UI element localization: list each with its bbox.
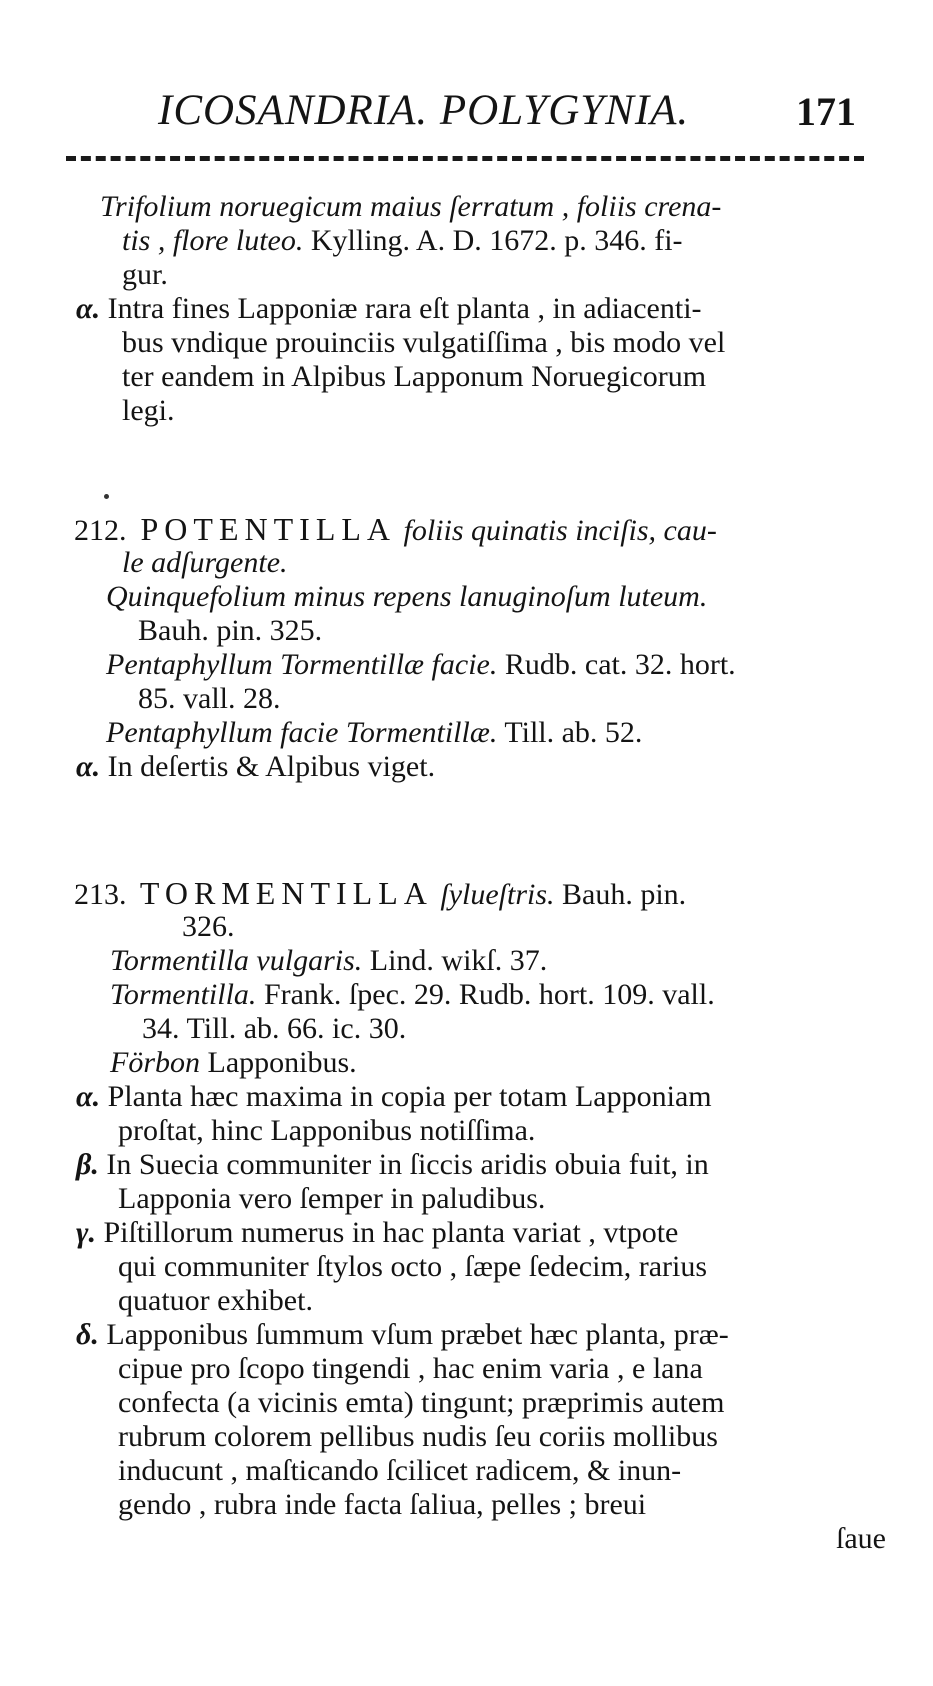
text-segment: Lapponia vero ſemper in paludibus. — [118, 1182, 546, 1215]
text-segment: Piſtillorum numerus in hac planta variat , vtpote — [95, 1216, 679, 1249]
text-segment: proſtat, hinc Lapponibus notiſſima. — [118, 1114, 536, 1147]
text-line — [122, 546, 288, 580]
text-segment: Trifolium noruegicum maius ſerratum , foliis crena- — [100, 190, 722, 223]
text-segment: qui communiter ſtylos octo , ſæpe ſedecim, rarius — [118, 1250, 708, 1283]
text-segment: Bauh. pin. 325. — [138, 614, 323, 647]
text-line — [182, 910, 235, 944]
text-segment: α. — [76, 1080, 101, 1113]
text-line — [118, 1182, 545, 1216]
text-line — [836, 1522, 886, 1556]
text-line — [76, 1148, 709, 1182]
text-line — [122, 360, 706, 394]
text-segment: ſaue — [836, 1522, 886, 1555]
text-segment: Rudb. cat. 32. hort. — [497, 648, 736, 681]
text-line — [122, 394, 175, 428]
text-segment: Intra fines Lapponiæ rara eſt planta , in adiacenti- — [100, 292, 702, 325]
text-segment: Planta hæc maxima in copia per totam Lapponiam — [100, 1080, 712, 1113]
text-segment: Tormentilla. — [110, 978, 257, 1011]
text-line — [138, 682, 281, 716]
text-segment: legi. — [122, 394, 175, 427]
text-line — [138, 614, 322, 648]
text-segment: foliis quinatis inciſis, cau- — [396, 514, 717, 547]
text-segment: 326. — [182, 910, 235, 943]
text-line — [76, 1216, 678, 1250]
text-segment: 213. — [74, 878, 127, 911]
text-segment: inducunt , maſticando ſcilicet radicem, & inun- — [118, 1454, 682, 1487]
text-segment: rubrum colorem pellibus nudis ſeu coriis mollibus — [118, 1420, 718, 1453]
text-segment: Pentaphyllum Tormentillæ facie. — [106, 648, 498, 681]
text-segment: Till. ab. 52. — [497, 716, 643, 749]
text-line — [100, 190, 721, 224]
text-segment: Förbon — [110, 1046, 200, 1079]
text-segment: bus vndique prouinciis vulgatiſſima , bis modo vel — [122, 326, 726, 359]
text-segment: tis , flore luteo. — [122, 224, 304, 257]
text-line — [76, 750, 435, 784]
text-line — [122, 326, 725, 360]
text-segment: α. — [76, 750, 101, 783]
text-segment: Lapponibus ſummum vſum præbet hæc planta, præ- — [98, 1318, 729, 1351]
header-rule — [66, 156, 864, 161]
text-line — [76, 1080, 712, 1114]
text-segment: 85. vall. 28. — [138, 682, 281, 715]
text-segment: δ. — [76, 1318, 99, 1351]
text-line — [110, 978, 715, 1012]
text-segment: β. — [76, 1148, 99, 1181]
text-segment: POTENTILLA — [126, 511, 397, 547]
text-line — [118, 1352, 703, 1386]
text-segment: TORMENTILLA — [126, 875, 433, 911]
text-segment: Lapponibus. — [200, 1046, 357, 1079]
running-head — [0, 86, 933, 142]
text-segment: ſylueſtris. — [432, 878, 555, 911]
text-line — [106, 580, 707, 614]
text-line — [118, 1250, 707, 1284]
text-segment: γ. — [76, 1216, 96, 1249]
text-segment: quatuor exhibet. — [118, 1284, 313, 1317]
text-line — [118, 1420, 718, 1454]
text-segment: gur. — [122, 258, 168, 291]
text-segment: gendo , rubra inde facta ſaliua, pelles ; breui — [118, 1488, 647, 1521]
running-title: ICOSANDRIA. POLYGYNIA. — [158, 87, 690, 134]
text-segment: cipue pro ſcopo tingendi , hac enim varia , e lana — [118, 1352, 703, 1385]
text-line — [110, 1046, 357, 1080]
text-segment: Lind. wikſ. 37. — [362, 944, 548, 977]
text-line — [118, 1386, 725, 1420]
text-segment: confecta (a vicinis emta) tingunt; præprimis autem — [118, 1386, 725, 1419]
text-line — [110, 944, 547, 978]
text-segment: 212. — [74, 514, 127, 547]
text-segment: In Suecia communiter in ſiccis aridis obuia fuit, in — [98, 1148, 709, 1181]
text-segment: Quinquefolium minus repens lanuginoſum luteum. — [106, 580, 708, 613]
text-line — [106, 716, 642, 750]
text-line — [118, 1284, 313, 1318]
text-line — [74, 512, 717, 548]
text-line — [142, 1012, 406, 1046]
text-segment: Frank. ſpec. 29. Rudb. hort. 109. vall. — [256, 978, 715, 1011]
text-line — [122, 258, 168, 292]
text-line — [106, 648, 736, 682]
text-segment: In deſertis & Alpibus viget. — [100, 750, 436, 783]
text-line — [118, 1454, 681, 1488]
text-segment: Bauh. pin. — [554, 878, 687, 911]
page-number: 171 — [796, 89, 856, 134]
text-segment: Tormentilla vulgaris. — [110, 944, 363, 977]
text-line — [118, 1114, 535, 1148]
text-line — [74, 876, 686, 912]
text-line — [118, 1488, 646, 1522]
text-segment: Pentaphyllum facie Tormentillæ. — [106, 716, 498, 749]
stray-mark — [104, 494, 109, 499]
text-segment: α. — [76, 292, 101, 325]
text-line — [122, 224, 683, 258]
text-segment: Kylling. A. D. 1672. p. 346. fi- — [303, 224, 683, 257]
text-line — [76, 292, 702, 326]
text-segment: le adſurgente. — [122, 546, 288, 579]
text-segment: ter eandem in Alpibus Lapponum Noruegicorum — [122, 360, 707, 393]
text-segment: 34. Till. ab. 66. ic. 30. — [142, 1012, 407, 1045]
text-line — [76, 1318, 729, 1352]
